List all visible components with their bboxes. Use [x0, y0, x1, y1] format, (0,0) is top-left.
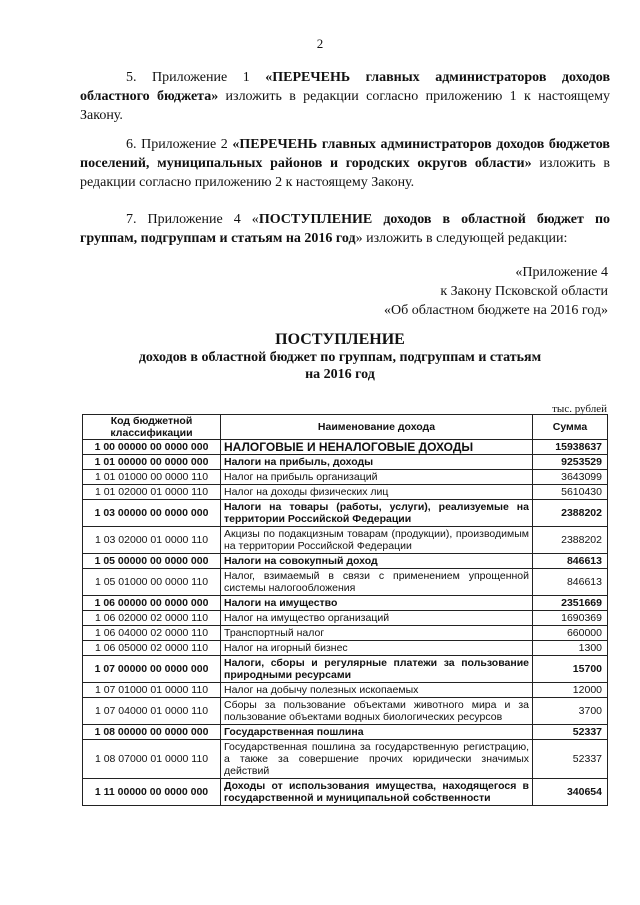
cell-name: Налог на имущество организаций	[221, 611, 533, 626]
cell-sum: 2388202	[533, 500, 608, 527]
table-row	[83, 611, 608, 626]
cell-name: Налог на прибыль организаций	[221, 470, 533, 485]
cell-sum: 846613	[533, 554, 608, 569]
cell-name: Налог, взимаемый в связи с применением упрощенной системы налогообложения	[221, 569, 533, 596]
table-row	[83, 569, 608, 596]
cell-sum: 3643099	[533, 470, 608, 485]
cell-name: НАЛОГОВЫЕ И НЕНАЛОГОВЫЕ ДОХОДЫ	[221, 440, 533, 455]
table-row	[83, 500, 608, 527]
cell-sum: 52337	[533, 740, 608, 779]
revenue-table	[82, 414, 608, 806]
doc-subtitle-2: на 2016 год	[305, 367, 375, 382]
table-row	[83, 779, 608, 806]
table-row	[83, 596, 608, 611]
cell-name: Акцизы по подакцизным товарам (продукции), производимым на территории Российской Федерации	[221, 527, 533, 554]
cell-name: Налог на доходы физических лиц	[221, 485, 533, 500]
table-body	[83, 440, 608, 806]
cell-code: 1 01 02000 01 0000 110	[83, 485, 221, 500]
cell-name: Налог на игорный бизнес	[221, 641, 533, 656]
header-code: Код бюджетной классификации	[83, 415, 221, 440]
cell-sum: 52337	[533, 725, 608, 740]
appendix-line-1: «Приложение 4	[515, 265, 608, 280]
cell-code: 1 03 02000 01 0000 110	[83, 527, 221, 554]
cell-sum: 1690369	[533, 611, 608, 626]
page-number: 2	[316, 36, 324, 51]
doc-title: ПОСТУПЛЕНИЕ	[275, 331, 405, 348]
table-row	[83, 527, 608, 554]
header-name: Наименование дохода	[221, 415, 533, 440]
cell-code: 1 08 07000 01 0000 110	[83, 740, 221, 779]
paragraph-7	[80, 210, 610, 248]
cell-sum: 12000	[533, 683, 608, 698]
cell-code: 1 00 00000 00 0000 000	[83, 440, 221, 455]
cell-name: Транспортный налог	[221, 626, 533, 641]
cell-name: Налоги на имущество	[221, 596, 533, 611]
appendix-header	[384, 263, 608, 320]
cell-sum: 2351669	[533, 596, 608, 611]
table-row	[83, 740, 608, 779]
unit-label: тыс. рублей	[552, 403, 607, 415]
table-row	[83, 626, 608, 641]
paragraph-7-bold: ПОСТУПЛЕНИЕ доходов в областной бюджет по группам, подгруппам и статьям на 2016 год	[80, 212, 611, 246]
doc-subtitle-1: доходов в областной бюджет по группам, подгруппам и статьям	[138, 350, 542, 365]
cell-code: 1 01 01000 00 0000 110	[83, 470, 221, 485]
appendix-line-3: «Об областном бюджете на 2016 год»	[384, 303, 608, 318]
cell-code: 1 07 04000 01 0000 110	[83, 698, 221, 725]
cell-name: Государственная пошлина за государственную регистрацию, а также за совершение прочих юридически значимых действий	[221, 740, 533, 779]
cell-code: 1 06 00000 00 0000 000	[83, 596, 221, 611]
table-row	[83, 440, 608, 455]
cell-code: 1 03 00000 00 0000 000	[83, 500, 221, 527]
cell-code: 1 05 01000 00 0000 110	[83, 569, 221, 596]
cell-sum: 15700	[533, 656, 608, 683]
paragraph-5-prefix: 5. Приложение 1	[126, 70, 266, 85]
paragraph-5-suffix: изложить в редакции согласно приложению 1 к настоящему Закону.	[80, 89, 610, 123]
cell-name: Налоги на товары (работы, услуги), реализуемые на территории Российской Федерации	[221, 500, 533, 527]
cell-code: 1 05 00000 00 0000 000	[83, 554, 221, 569]
table-row	[83, 683, 608, 698]
table-row	[83, 554, 608, 569]
cell-code: 1 06 02000 02 0000 110	[83, 611, 221, 626]
cell-code: 1 11 00000 00 0000 000	[83, 779, 221, 806]
cell-name: Налог на добычу полезных ископаемых	[221, 683, 533, 698]
cell-code: 1 06 05000 02 0000 110	[83, 641, 221, 656]
table-row	[83, 455, 608, 470]
cell-sum: 5610430	[533, 485, 608, 500]
cell-name: Доходы от использования имущества, находящегося в государственной и муниципальной собственности	[221, 779, 533, 806]
paragraph-7-suffix: » изложить в следующей редакции:	[355, 231, 568, 246]
table-row	[83, 725, 608, 740]
cell-sum: 340654	[533, 779, 608, 806]
cell-sum: 846613	[533, 569, 608, 596]
cell-name: Сборы за пользование объектами животного мира и за пользование объектами водных биологических ресурсов	[221, 698, 533, 725]
cell-code: 1 06 04000 02 0000 110	[83, 626, 221, 641]
appendix-line-2: к Закону Псковской области	[440, 284, 608, 299]
table-row	[83, 485, 608, 500]
table-row	[83, 656, 608, 683]
paragraph-6-suffix: изложить в редакции согласно приложению 2 к настоящему Закону.	[80, 156, 610, 190]
cell-sum: 1300	[533, 641, 608, 656]
cell-code: 1 07 01000 01 0000 110	[83, 683, 221, 698]
paragraph-6-bold: «ПЕРЕЧЕНЬ главных администраторов доходов бюджетов поселений, муниципальных районов и городских округов области»	[80, 137, 610, 171]
cell-sum: 9253529	[533, 455, 608, 470]
cell-name: Налоги на совокупный доход	[221, 554, 533, 569]
paragraph-7-prefix: 7. Приложение 4 «	[126, 212, 259, 227]
header-sum: Сумма	[533, 415, 608, 440]
cell-code: 1 07 00000 00 0000 000	[83, 656, 221, 683]
table-row	[83, 698, 608, 725]
paragraph-6-prefix: 6. Приложение 2	[126, 137, 233, 152]
cell-code: 1 08 00000 00 0000 000	[83, 725, 221, 740]
cell-sum: 2388202	[533, 527, 608, 554]
cell-sum: 15938637	[533, 440, 608, 455]
cell-sum: 660000	[533, 626, 608, 641]
cell-code: 1 01 00000 00 0000 000	[83, 455, 221, 470]
cell-name: Государственная пошлина	[221, 725, 533, 740]
paragraph-5-bold: «ПЕРЕЧЕНЬ главных администраторов доходов областного бюджета»	[80, 70, 611, 104]
table-row	[83, 470, 608, 485]
cell-name: Налоги, сборы и регулярные платежи за пользование природными ресурсами	[221, 656, 533, 683]
paragraph-6	[80, 135, 610, 192]
cell-sum: 3700	[533, 698, 608, 725]
table-row	[83, 641, 608, 656]
cell-name: Налоги на прибыль, доходы	[221, 455, 533, 470]
paragraph-5	[80, 68, 610, 125]
